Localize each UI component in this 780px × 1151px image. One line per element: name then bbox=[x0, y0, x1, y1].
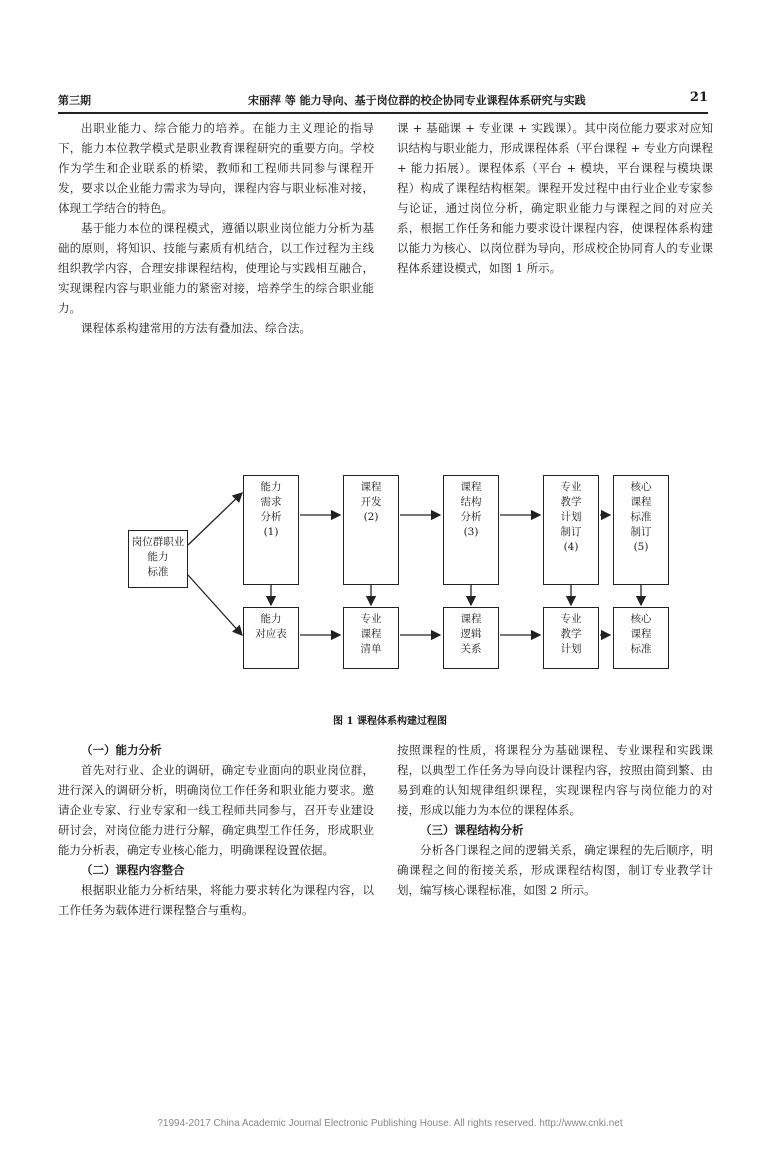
paragraph: 出职业能力、综合能力的培养。在能力主义理论的指导下，能力本位教学模式是职业教育课程研究的重要方向。学校作为学生和企业联系的桥梁，教师和工程师共同参与课程开发，要求以企业能力需求为导向，课程内容与职业标准对接，体现工学结合的特色。 bbox=[58, 121, 374, 215]
issue-label: 第三期 bbox=[58, 94, 91, 107]
section-heading: （一）能力分析 bbox=[81, 743, 162, 757]
box-top-2: 课程 开发 (2) bbox=[343, 475, 399, 585]
column-a bbox=[58, 118, 374, 338]
box-left-source: 岗位群职业 能力 标准 bbox=[128, 530, 188, 588]
column-c bbox=[58, 740, 374, 920]
box-top-4: 专业 教学 计划 制订 (4) bbox=[543, 475, 599, 585]
box-bottom-4: 专业 教学 计划 bbox=[543, 607, 599, 669]
box-top-1: 能力 需求 分析 (1) bbox=[243, 475, 299, 585]
paragraph: 分析各门课程之间的逻辑关系，确定课程的先后顺序，明确课程之间的衔接关系，形成课程结构图，制订专业教学计划，编写核心课程标准，如图 2 所示。 bbox=[397, 843, 713, 897]
process-diagram bbox=[110, 445, 670, 695]
section-heading: （三）课程结构分析 bbox=[420, 823, 524, 837]
copyright-footer: ?1994-2017 China Academic Journal Electronic Publishing House. All rights reserved. http://www.cnki.net bbox=[157, 1118, 623, 1129]
column-d bbox=[397, 740, 713, 900]
section-heading: （二）课程内容整合 bbox=[81, 863, 185, 877]
arrow-left-top bbox=[188, 493, 242, 545]
paragraph: 首先对行业、企业的调研，确定专业面向的职业岗位群，进行深入的调研分析，明确岗位工作任务和职业能力要求。邀请企业专家、行业专家和一线工程师共同参与，召开专业建设研讨会，对岗位能力进行分解，确定典型工作任务，形成职业能力分析表，确定专业核心能力，明确课程设置依据。 bbox=[58, 763, 374, 857]
box-bottom-5: 核心 课程 标准 bbox=[613, 607, 669, 669]
paragraph: 按照课程的性质，将课程分为基础课程、专业课程和实践课程，以典型工作任务为导向设计课程内容，按照由简到繁、由易到难的认知规律组织课程，实现课程内容与岗位能力的对接，形成以能力为本位的课程体系。 bbox=[397, 743, 713, 817]
paragraph: 基于能力本位的课程模式，遵循以职业岗位能力分析为基础的原则，将知识、技能与素质有机结合，以工作过程为主线组织教学内容，合理安排课程结构，使理论与实践相互融合，实现课程内容与职业能力的紧密对接，培养学生的综合职业能力。 bbox=[58, 221, 374, 315]
column-b bbox=[397, 118, 713, 278]
paragraph: 课 + 基础课 + 专业课 + 实践课）。其中岗位能力要求对应知识结构与职业能力，形成课程体系（平台课程 + 专业方向课程 + 能力拓展）。课程体系（平台 + 模块，平台课程与模块课程）构成了课程结构框架。课程开发过程中由行业企业专家参与论证，通过岗位分析，确定职业能力与课程之间的对应关系，根据工作任务和能力要求设计课程内容，使课程体系构建以能力为核心、以岗位群为导向，形成校企协同育人的专业课程体系建设模式，如图 1 所示。 bbox=[397, 121, 713, 275]
box-top-5: 核心 课程 标准 制订 (5) bbox=[613, 475, 669, 585]
paragraph: 课程体系构建常用的方法有叠加法、综合法。 bbox=[81, 321, 311, 335]
box-bottom-1: 能力 对应表 bbox=[243, 607, 299, 669]
box-top-3: 课程 结构 分析 (3) bbox=[443, 475, 499, 585]
box-bottom-3: 课程 逻辑 关系 bbox=[443, 607, 499, 669]
running-header bbox=[58, 88, 708, 114]
box-bottom-2: 专业 课程 清单 bbox=[343, 607, 399, 669]
paragraph: 根据职业能力分析结果，将能力要求转化为课程内容，以工作任务为载体进行课程整合与重构。 bbox=[58, 883, 374, 917]
arrow-left-bottom bbox=[188, 575, 242, 635]
page-number: 21 bbox=[689, 90, 708, 105]
figure-caption: 图 1 课程体系构建过程图 bbox=[333, 716, 447, 727]
running-title: 宋丽萍 等 能力导向、基于岗位群的校企协同专业课程体系研究与实践 bbox=[248, 94, 586, 107]
